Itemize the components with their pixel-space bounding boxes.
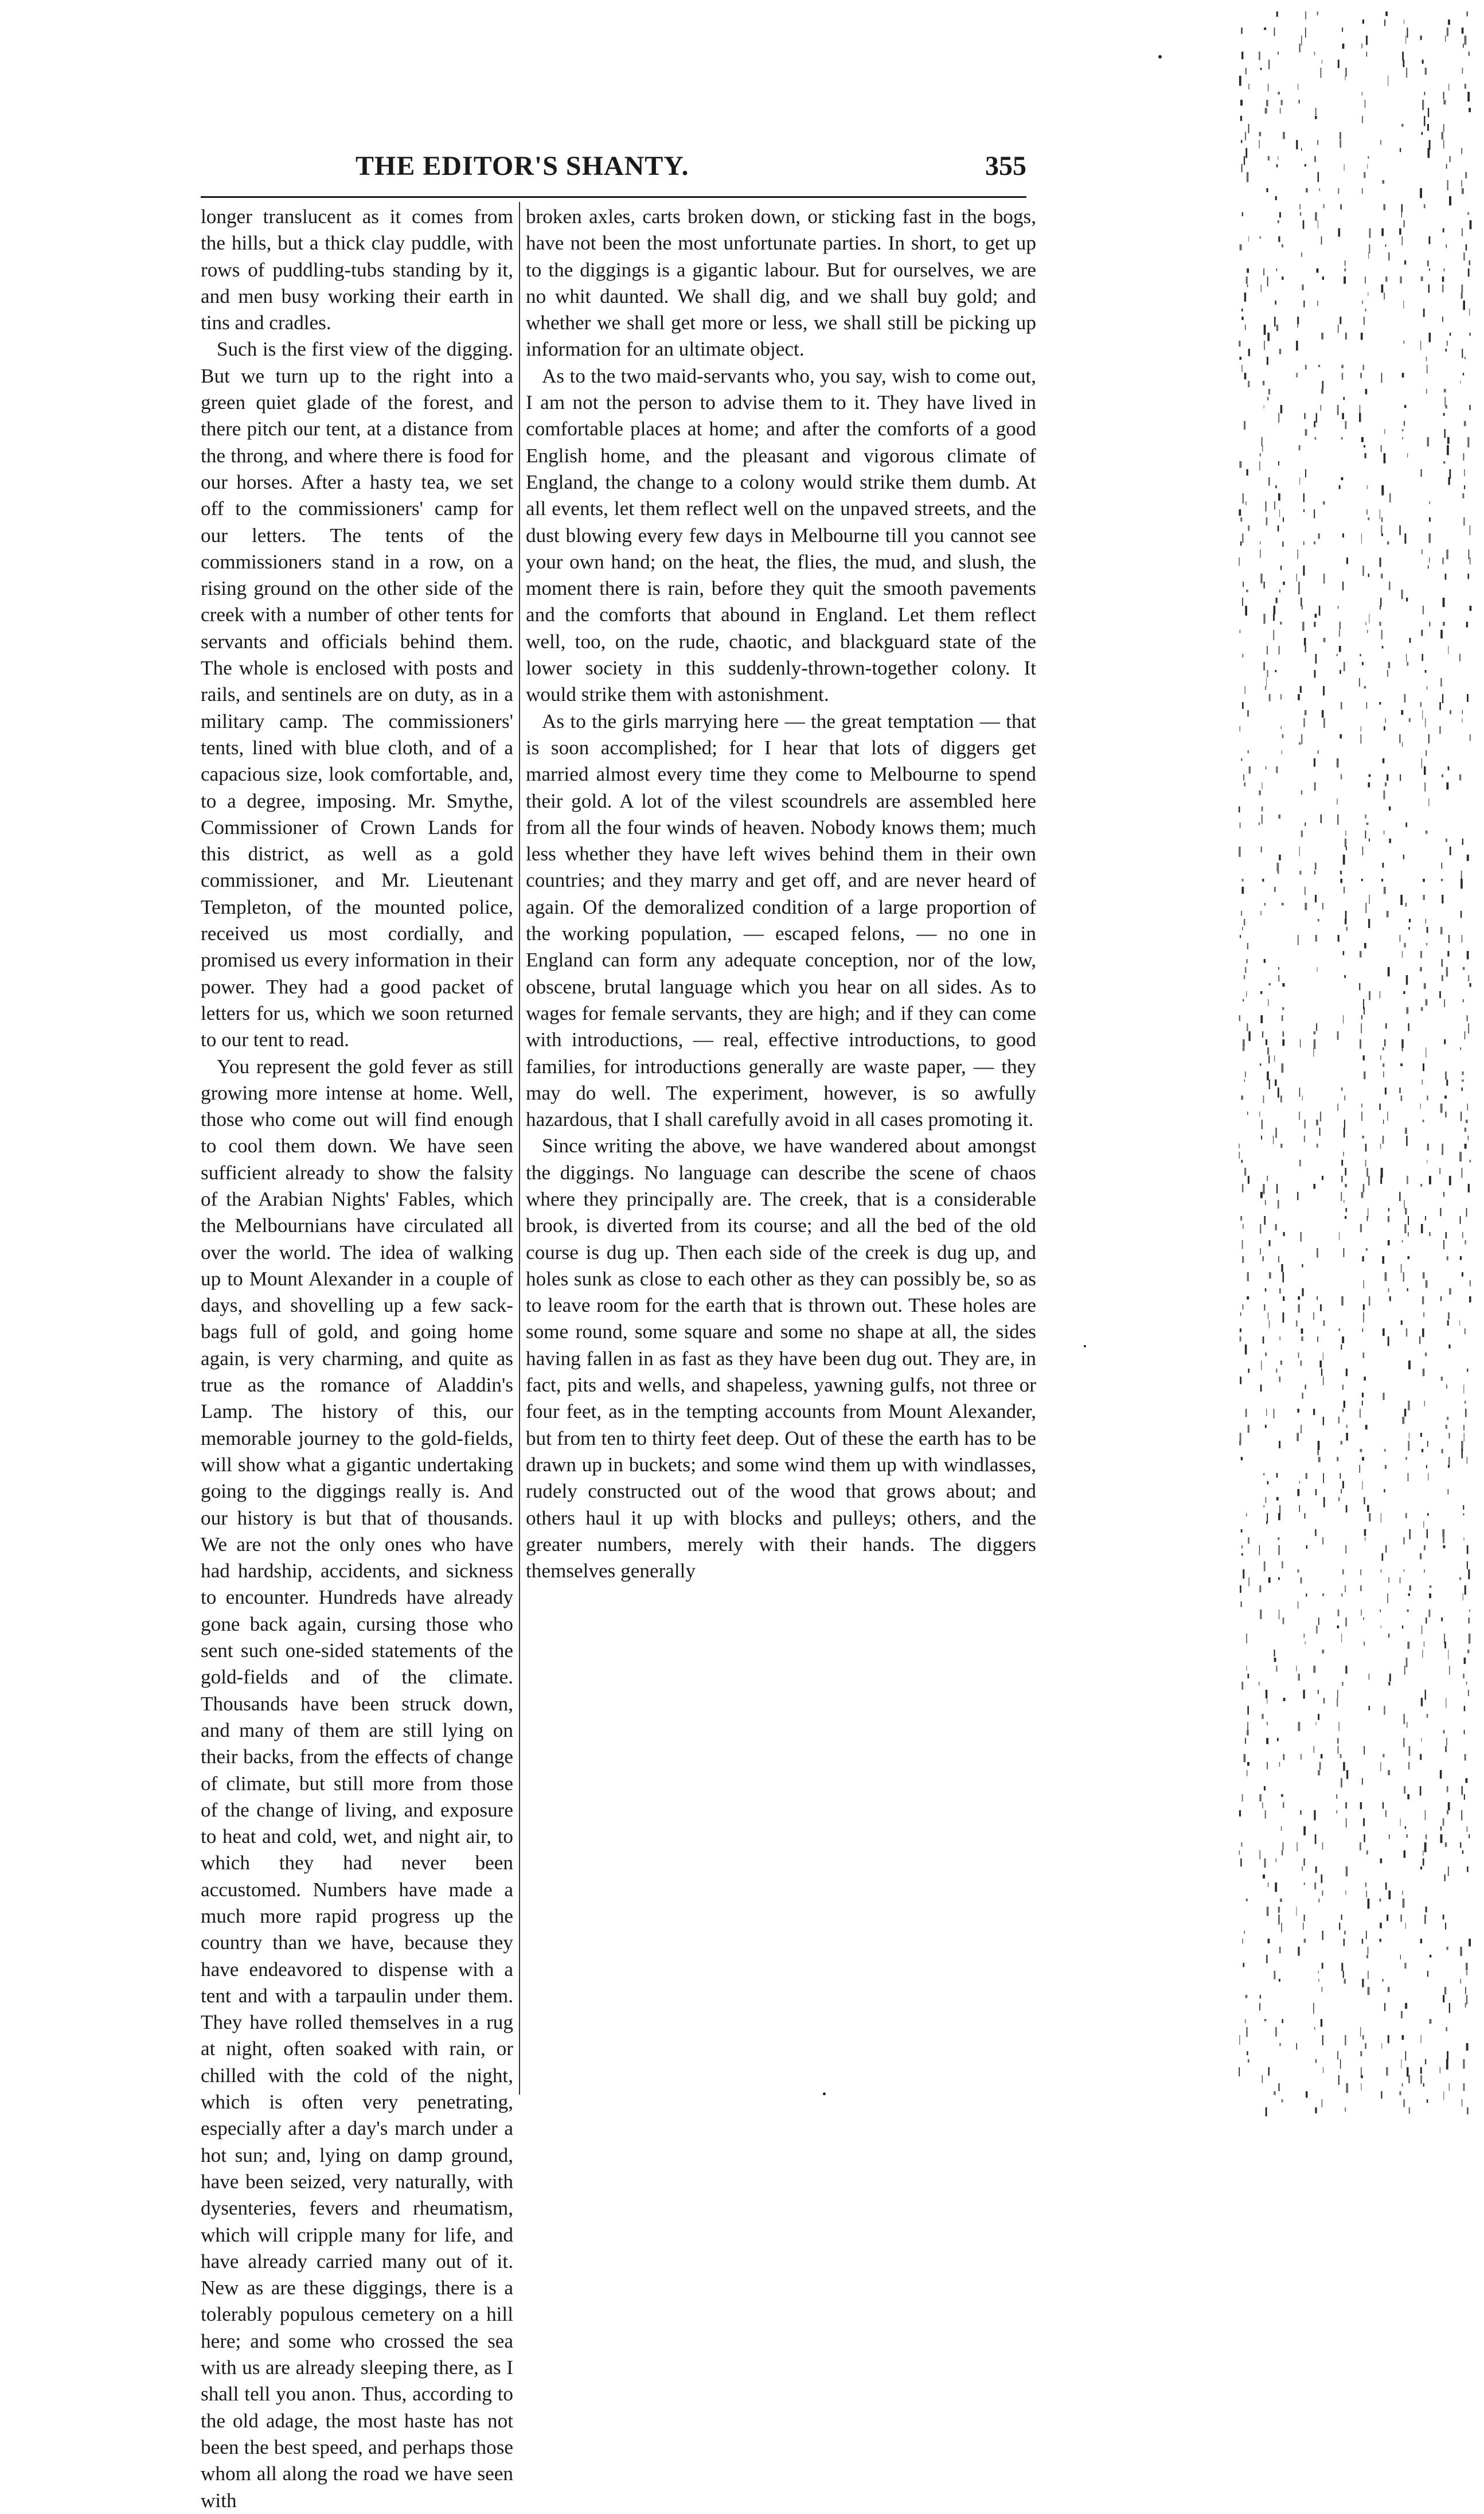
paragraph: Such is the first view of the digging. But we turn up to the right into a green quiet glade of the forest, and there pitch our tent, at a distance from the throng, and where there is food for our horses. After a hasty tea, we set off to the commissioners' camp for our letters. The tents of the commissioners stand in a row, on a rising ground on the other side of the creek with a number of other tents for servants and officials behind them. The whole is enclosed with posts and rails, and sentinels are on duty, as in a military camp. The commissioners' tents, lined with blue cloth, and of a capacious size, look comfortable, and, to a degree, imposing. Mr. Smythe, Commissioner of Crown Lands for this district, as well as a gold commissioner, and Mr. Lieutenant Templeton, of the mounted police, received us most cordially, and promised us every information in their power. They had a good packet of letters for us, which we soon returned to our tent to read. <box>201 338 513 1051</box>
paragraph: Since writing the above, we have wandered about amongst the diggings. No language can describe the scene of chaos where they principally are. The creek, that is a considerable brook, is diverted from its course; and all the bed of the old course is dug up. Then each side of the creek is dug up, and holes sunk as close to each other as they can possibly be, so as to leave room for the earth that is thrown out. These holes are some round, some square and some no shape at all, the sides having fallen in as fast as they have been dug out. They are, in fact, pits and wells, and shapeless, yawning gulfs, not three or four feet, as in the tempting accounts from Mount Alexander, but from ten to thirty feet deep. Out of these the earth has to be drawn up in buckets; and some wind them up with windlasses, rudely constructed out of the wood that grows about; and others haul it up with blocks and pulleys; others, and the greater numbers, merely with their hands. The diggers themselves generally <box>526 1135 1036 1583</box>
running-title: THE EDITOR'S SHANTY. <box>356 151 689 181</box>
scan-bleed-edge <box>1227 0 1479 2117</box>
text-column-right <box>526 204 1036 1584</box>
paragraph: You represent the gold fever as still growing more intense at home. Well, those who come out will find enough to cool them down. We have seen sufficient already to show the falsity of the Arabian Nights' Fables, which the Melbournians have circulated all over the world. The idea of walking up to Mount Alexander in a couple of days, and shovelling up a few sack-bags full of gold, and going home again, is very charming, and quite as true as the romance of Aladdin's Lamp. The history of this, our memorable journey to the gold-fields, will show what a gigantic undertaking going to the diggings really is. And our history is but that of thousands. We are not the only ones who have had hardship, accidents, and sickness to encounter. Hundreds have already gone back again, cursing those who sent such one-sided statements of the gold-fields and of the climate. Thousands have been struck down, and many of them are still lying on their backs, from the effects of change of climate, but still more from those of the change of living, and exposure to heat and cold, wet, and night air, to which they had never been accustomed. Numbers have made a much more rapid progress up the country than we have, because they have endeavored to dispense with a tent and with a tarpaulin under them. They have rolled themselves in a rug at night, often soaked with rain, or chilled with the cold of the night, which is often very penetrating, especially after a day's march under a hot sun; and, lying on damp ground, have been seized, very naturally, with dysenteries, fevers and rheumatism, which will cripple many for life, and have already carried many out of it. New as are these diggings, there is a tolerably populous cemetery on a hill here; and some who crossed the sea with us are already sleeping there, as I shall tell you anon. Thus, according to the old adage, the most haste has not been the best speed, and perhaps those whom all along the road we have seen with <box>201 1055 513 2512</box>
header-rule <box>201 196 1026 198</box>
text-column-left <box>201 204 513 2514</box>
scan-speck <box>1084 1345 1086 1347</box>
bleed-through-image <box>1227 0 1479 2117</box>
scan-speck <box>823 2092 826 2095</box>
paragraph: broken axles, carts broken down, or sticking fast in the bogs, have not been the most unfortunate parties. In short, to get up to the diggings is a gigantic labour. But for ourselves, we are no whit daunted. We shall dig, and we shall buy gold; and whether we shall get more or less, we shall still be picking up information for an ultimate object. <box>526 205 1036 361</box>
page-header <box>201 150 1026 190</box>
column-divider <box>519 202 520 2095</box>
scan-speck <box>1158 55 1162 59</box>
paragraph: As to the two maid-servants who, you say, wish to come out, I am not the person to advise them to it. They have lived in comfortable places at home; and after the comforts of a good English home, and the pleasant and vigorous climate of England, the change to a colony would strike them dumb. At all events, let them reflect well on the unpaved streets, and the dust blowing every few days in Melbourne till you cannot see your own hand; on the heat, the flies, the mud, and slush, the moment there is rain, before they quit the smooth pavements and the comforts that abound in England. Let them reflect well, too, on the rude, chaotic, and blackguard state of the lower society in this suddenly-thrown-together colony. It would strike them with astonishment. <box>526 364 1036 706</box>
paragraph: longer translucent as it comes from the hills, but a thick clay puddle, with rows of puddling-tubs standing by it, and men busy working their earth in tins and cradles. <box>201 205 513 334</box>
page-number: 355 <box>985 151 1026 181</box>
paragraph: As to the girls marrying here — the great temptation — that is soon accomplished; for I hear that lots of diggers get married almost every time they come to Melbourne to spend their gold. A lot of the vilest scoundrels are assembled here from all the four winds of heaven. Nobody knows them; much less whether they have left wives behind them in their own countries; and they marry and get off, and are never heard of again. Of the demoralized condition of a large proportion of the working population, — escaped felons, — no one in England can form any adequate conception, nor of the low, obscene, brutal language which you hear on all sides. As to wages for female servants, they are high; and if they can come with introductions, — real, effective introductions, to good families, for introductions generally are waste paper, — they may do well. The experiment, however, is so awfully hazardous, that I shall carefully avoid in all cases promoting it. <box>526 710 1036 1131</box>
